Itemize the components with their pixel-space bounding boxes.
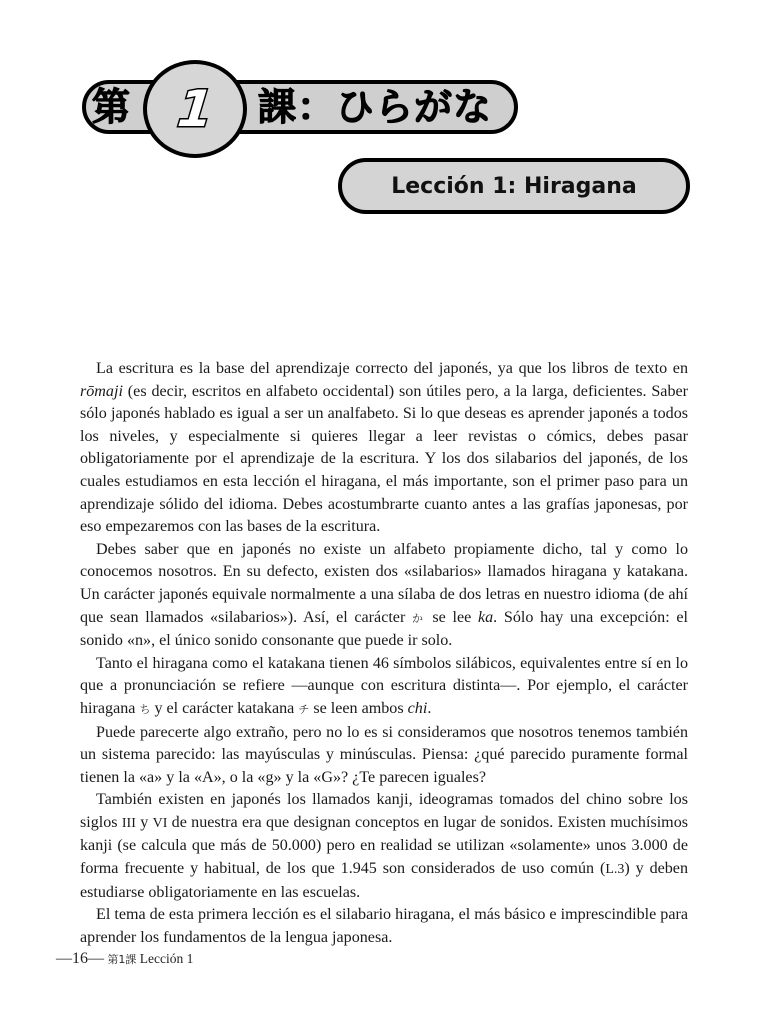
text-run: Tanto el hiragana como el katakana tienen 46 símbolos silábicos, equivalentes entre sí en lo que a pronunciación se refiere —aunque con escritura distinta—. Por ejemplo, el carácter hiragana — [80, 654, 688, 717]
paragraph-6: El tema de esta primera lección es el silabario hiragana, el más básico e imprescindible para aprender los fundamentos de la lengua japonesa. — [80, 906, 688, 946]
paragraph-1 — [80, 358, 688, 539]
text-run: y — [135, 813, 153, 831]
body-text — [80, 358, 688, 949]
text-run: . Sólo hay una excepción: el sonido «n», el único sonido consonante que puede ir solo. — [80, 608, 689, 650]
page-footer — [56, 950, 193, 968]
lesson-title-prefix: 第 — [92, 85, 131, 129]
kana-ka: か — [412, 611, 426, 625]
lesson-subtitle-box — [338, 158, 690, 214]
text-run: Debes saber que en japonés no existe un alfabeto propiamente dicho, tal y como lo conocemos nosotros. En su defecto, existen dos «silabarios» llamados hiragana y katakana. Un carácter japonés equivale normalmente a una sílaba de dos letras en nuestro idioma (de ahí que sean llamados «silabarios»). Así, el carácter — [80, 540, 688, 626]
term-chi: chi — [407, 699, 428, 717]
text-run: ) y deben estudiarse obligatoriamente en las escuelas. — [80, 860, 688, 901]
text-run: se lee — [425, 608, 478, 626]
paragraph-5 — [80, 789, 688, 904]
footer-lesson-jp: 第1課 — [107, 953, 137, 966]
paragraph-3 — [80, 653, 688, 722]
text-run: . — [427, 699, 432, 717]
text-run: (es decir, escritos en alfabeto occidental) son útiles pero, a la larga, deficientes. Saber sólo japonés hablado es igual a ser un analfabeto. Si lo que deseas es aprender japonés a todos los niveles, y especialmente si quieres llegar a leer revistas o cómics, debes pasar obligatoriamente por el aprendizaje de la escritura. Y los dos silabarios del japonés, de los cuales estudiamos en esta lección el hiragana, el más importante, son el primer paso para un aprendizaje sólido del idioma. Debes acostumbrarte cuanto antes a las grafías japonesas, por eso empezaremos con las bases de la escritura. — [80, 382, 688, 536]
lesson-title-suffix: 課：ひらがな — [258, 85, 493, 129]
term-romaji: rōmaji — [80, 382, 123, 400]
text-run: de nuestra era que designan conceptos en lugar de sonidos. Existen muchísimos kanji (se calcula que más de 50.000) pero en realidad se utilizan «solamente» unos 3.000 de forma frecuente y habitual, de los que 1.945 son considerados de uso común ( — [80, 813, 689, 878]
lesson-number-badge — [143, 60, 247, 158]
lesson-subtitle: Lección 1: Hiragana — [391, 173, 637, 199]
century-iii: III — [121, 815, 136, 831]
century-vi: VI — [152, 815, 168, 831]
paragraph-4: Puede parecerte algo extraño, pero no lo es si consideramos que nosotros tenemos también un sistema parecido: las mayúsculas y minúsculas. Piensa: ¿qué parecido puramente formal tienen la «a» y la «A», o la «g» y la «G»? ¿Te parecen iguales? — [80, 723, 688, 786]
term-ka: ka — [477, 608, 494, 626]
footer-lesson-label: Lección 1 — [139, 951, 194, 966]
text-run: La escritura es la base del aprendizaje correcto del japonés, ya que los libros de texto en — [96, 360, 688, 377]
page-number: —16— — [56, 950, 104, 967]
text-run: y el carácter katakana — [150, 699, 299, 717]
text-run: se leen ambos — [309, 699, 408, 717]
text-run: También existen en japonés los llamados kanji, ideogramas tomados del chino sobre los siglos — [80, 791, 688, 831]
kana-chi-hiragana: ち — [139, 702, 151, 716]
paragraph-2 — [80, 539, 688, 653]
lesson-number: 1 — [174, 80, 216, 138]
reference-l3: L.3 — [605, 862, 625, 878]
kana-chi-katakana: チ — [298, 702, 310, 716]
